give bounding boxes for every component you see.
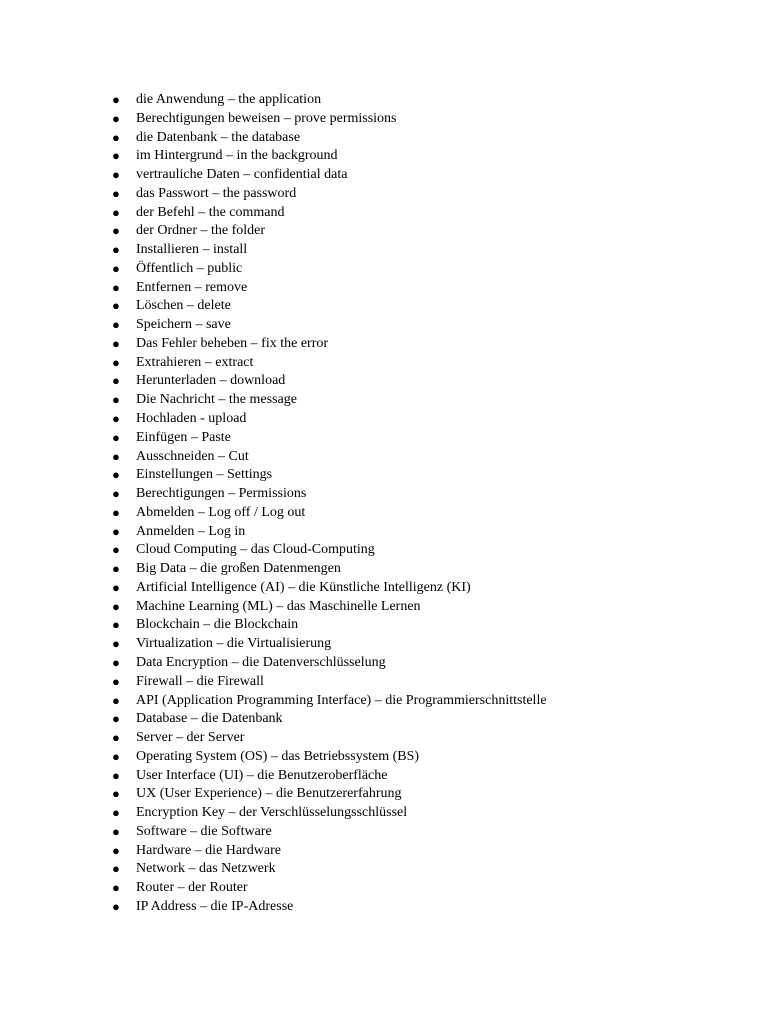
- list-item-text: Server – der Server: [136, 730, 245, 746]
- list-item-text: Firewall – die Firewall: [136, 673, 264, 689]
- list-item-text: Die Nachricht – the message: [136, 392, 297, 408]
- bullet-icon: ●: [112, 598, 120, 614]
- list-item-text: Entfernen – remove: [136, 279, 248, 295]
- bullet-icon: ●: [112, 448, 120, 464]
- bullet-icon: ●: [112, 561, 120, 577]
- list-item-text: Einfügen – Paste: [136, 429, 231, 445]
- list-item-text: API (Application Programming Interface) – die Programmierschnittstelle: [136, 692, 547, 708]
- list-item-text: vertrauliche Daten – confidential data: [136, 167, 348, 183]
- list-item-text: Hardware – die Hardware: [136, 842, 281, 858]
- list-item-text: Löschen – delete: [136, 298, 231, 314]
- bullet-icon: ●: [112, 167, 120, 183]
- bullet-icon: ●: [112, 617, 120, 633]
- bullet-icon: ●: [112, 673, 120, 689]
- list-item-text: Encryption Key – der Verschlüsselungsschlüssel: [136, 805, 408, 821]
- bullet-icon: ●: [112, 523, 120, 539]
- bullet-icon: ●: [112, 767, 120, 783]
- list-item-text: Herunterladen – download: [136, 373, 286, 389]
- list-item-text: IP Address – die IP-Adresse: [136, 898, 294, 914]
- bullet-icon: ●: [112, 842, 120, 858]
- list-item-text: Speichern – save: [136, 317, 231, 333]
- bullet-icon: ●: [112, 786, 120, 802]
- list-item-text: Hochladen - upload: [136, 411, 247, 427]
- list-item-text: Virtualization – die Virtualisierung: [136, 636, 332, 652]
- bullet-icon: ●: [112, 467, 120, 483]
- list-item-text: Data Encryption – die Datenverschlüsselung: [136, 654, 386, 670]
- list-item-text: Extrahieren – extract: [136, 354, 254, 370]
- list-item-text: der Befehl – the command: [136, 204, 285, 220]
- bullet-icon: ●: [112, 129, 120, 145]
- bullet-icon: ●: [112, 711, 120, 727]
- list-item-text: Anmelden – Log in: [136, 523, 246, 539]
- list-item-text: die Datenbank – the database: [136, 129, 301, 145]
- list-item-text: Software – die Software: [136, 823, 272, 839]
- bullet-icon: ●: [112, 279, 120, 295]
- bullet-icon: ●: [112, 579, 120, 595]
- list-item-text: UX (User Experience) – die Benutzererfahrung: [136, 786, 402, 802]
- list-item-text: Network – das Netzwerk: [136, 861, 276, 877]
- list-item-text: Big Data – die großen Datenmengen: [136, 561, 341, 577]
- bullet-icon: ●: [112, 504, 120, 520]
- list-item-text: Berechtigungen – Permissions: [136, 486, 307, 502]
- list-item-text: Einstellungen – Settings: [136, 467, 273, 483]
- list-item-text: die Anwendung – the application: [136, 92, 322, 107]
- bullet-icon: ●: [112, 486, 120, 502]
- bullet-icon: ●: [112, 335, 120, 351]
- list-item-text: Cloud Computing – das Cloud-Computing: [136, 542, 375, 558]
- bullet-icon: ●: [112, 260, 120, 276]
- list-item-text: Database – die Datenbank: [136, 711, 283, 727]
- bullet-icon: ●: [112, 354, 120, 370]
- bullet-icon: ●: [112, 317, 120, 333]
- bullet-icon: ●: [112, 880, 120, 896]
- bullet-icon: ●: [112, 898, 120, 914]
- list-item-text: Abmelden – Log off / Log out: [136, 504, 306, 520]
- bullet-icon: ●: [112, 692, 120, 708]
- list-item-text: das Passwort – the password: [136, 185, 297, 201]
- bullet-icon: ●: [112, 148, 120, 164]
- bullet-icon: ●: [112, 373, 120, 389]
- list-item-text: Router – der Router: [136, 880, 248, 896]
- bullet-icon: ●: [112, 411, 120, 427]
- list-item-text: Ausschneiden – Cut: [136, 448, 249, 464]
- bullet-icon: ●: [112, 748, 120, 764]
- bullet-icon: ●: [112, 110, 120, 126]
- list-item-text: Blockchain – die Blockchain: [136, 617, 299, 633]
- bullet-icon: ●: [112, 805, 120, 821]
- list-item-text: Das Fehler beheben – fix the error: [136, 335, 329, 351]
- list-item-text: Operating System (OS) – das Betriebssystem (BS): [136, 748, 420, 764]
- bullet-icon: ●: [112, 861, 120, 877]
- bullet-icon: ●: [112, 636, 120, 652]
- list-item-text: Machine Learning (ML) – das Maschinelle Lernen: [136, 598, 421, 614]
- bullet-icon: ●: [112, 92, 120, 107]
- list-item-text: im Hintergrund – in the background: [136, 148, 338, 164]
- bullet-icon: ●: [112, 185, 120, 201]
- bullet-icon: ●: [112, 730, 120, 746]
- bullet-icon: ●: [112, 392, 120, 408]
- bullet-icon: ●: [112, 298, 120, 314]
- list-item-text: Berechtigungen beweisen – prove permissions: [136, 110, 397, 126]
- bullet-icon: ●: [112, 542, 120, 558]
- list-item-text: User Interface (UI) – die Benutzeroberfläche: [136, 767, 388, 783]
- bullet-icon: ●: [112, 204, 120, 220]
- list-item-text: der Ordner – the folder: [136, 223, 266, 239]
- bullet-icon: ●: [112, 429, 120, 445]
- list-item-text: Installieren – install: [136, 242, 248, 258]
- bullet-icon: ●: [112, 654, 120, 670]
- bullet-icon: ●: [112, 823, 120, 839]
- list-item-text: Öffentlich – public: [136, 260, 243, 276]
- list-item-text: Artificial Intelligence (AI) – die Künstliche Intelligenz (KI): [136, 579, 471, 595]
- bullet-icon: ●: [112, 242, 120, 258]
- bullet-icon: ●: [112, 223, 120, 239]
